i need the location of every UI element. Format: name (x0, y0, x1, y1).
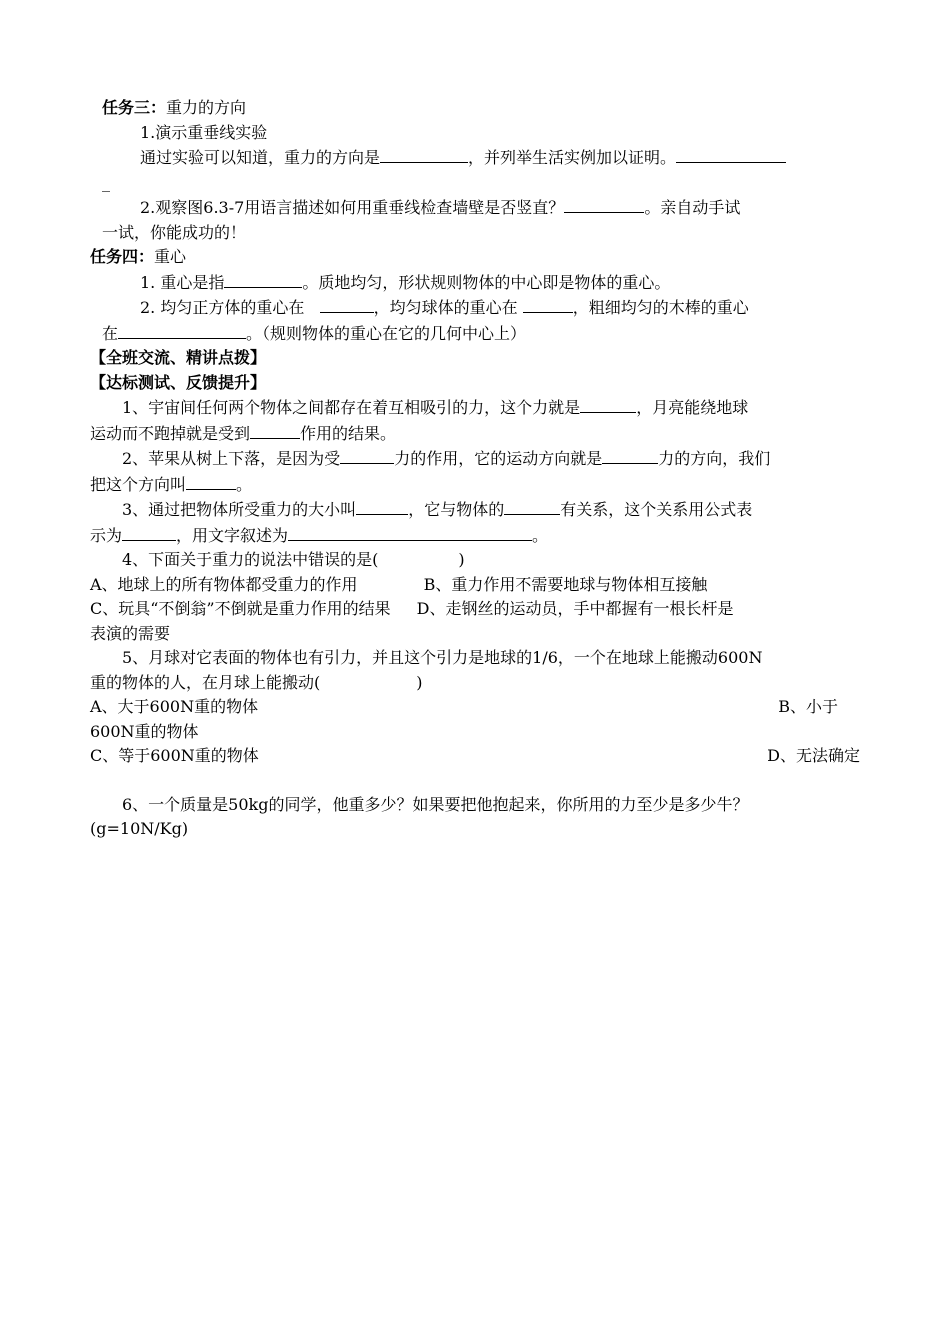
task3-item2 (90, 195, 860, 221)
text-fragment: 。 (236, 474, 253, 494)
answer-blank[interactable] (356, 497, 408, 515)
question-4-stem: 4、下面关于重力的说法中错误的是( ) (122, 550, 465, 569)
text-fragment: ，粗细均匀的木棒的重心 (572, 298, 749, 317)
text-fragment: 有关系，这个关系用公式表 (560, 500, 753, 519)
text-fragment: 。 (532, 525, 549, 545)
text-fragment: 力的作用，它的运动方向就是 (394, 449, 603, 468)
worksheet-page (90, 96, 860, 842)
option-c[interactable]: C、等于600N重的物体 (90, 746, 259, 765)
option-b[interactable]: B、小于 (778, 697, 838, 716)
section-test-heading: 【达标测试、反馈提升】 (90, 372, 267, 392)
question-2-cont (90, 472, 860, 498)
question-4-options-cd (90, 597, 860, 622)
option-d[interactable]: D、走钢丝的运动员，手中都握有一根长杆是 (416, 599, 734, 618)
text-fragment: 通过实验可以知道，重力的方向是 (140, 148, 381, 167)
task3-item1: 1.演示重垂线实验 (140, 122, 268, 142)
text-fragment: 2、苹果从树上下落，是因为受 (122, 449, 341, 468)
answer-blank[interactable] (602, 446, 658, 464)
task4-item2-cont (90, 321, 860, 347)
text-fragment: 3、通过把物体所受重力的大小叫 (122, 500, 357, 519)
option-a[interactable]: A、大于600N重的物体 (90, 697, 259, 716)
answer-blank[interactable] (580, 395, 636, 413)
answer-blank[interactable] (504, 497, 560, 515)
text-fragment: ，月亮能绕地球 (636, 398, 749, 417)
answer-blank[interactable] (288, 523, 532, 541)
question-5-options-ab (90, 695, 860, 720)
question-3-cont (90, 523, 860, 549)
answer-blank[interactable] (676, 145, 786, 163)
text-fragment: 。质地均匀，形状规则物体的中心即是物体的重心。 (302, 272, 671, 292)
task3-title: 重力的方向 (166, 98, 247, 117)
answer-blank[interactable] (122, 523, 176, 541)
task3-item1-text (90, 145, 860, 171)
text-fragment: ，均匀球体的重心在 (373, 298, 518, 317)
text-fragment: 在 (102, 323, 119, 343)
text-fragment: ，并列举生活实例加以证明。 (468, 148, 677, 167)
option-c[interactable]: C、玩具“不倒翁”不倒就是重力作用的结果 (90, 599, 391, 618)
text-fragment: 1、宇宙间任何两个物体之间都存在着互相吸引的力，这个力就是 (122, 398, 581, 417)
answer-blank[interactable] (224, 270, 302, 288)
option-a[interactable]: A、地球上的所有物体都受重力的作用 (90, 574, 358, 594)
task3-heading-line (90, 96, 860, 121)
text-fragment: ，用文字叙述为 (176, 525, 289, 545)
task4-item2 (90, 295, 860, 321)
text-fragment: 。亲自动手试 (644, 198, 741, 217)
question-5-stem: 5、月球对它表面的物体也有引力，并且这个引力是地球的1/6，一个在地球上能搬动600N (122, 648, 763, 667)
question-5-options-cd (90, 744, 860, 769)
option-d[interactable]: D、无法确定 (767, 746, 860, 765)
option-b[interactable]: B、重力作用不需要地球与物体相互接触 (423, 574, 708, 594)
question-2 (90, 446, 860, 472)
text-fragment: 把这个方向叫 (90, 474, 187, 494)
text-fragment: 运动而不跑掉就是受到 (90, 423, 251, 443)
text-fragment: 2.观察图6.3-7用语言描述如何用重垂线检查墙壁是否竖直？ (140, 198, 565, 217)
text-fragment: 示为 (90, 525, 123, 545)
text-fragment: 2. 均匀正方体的重心在 (140, 298, 305, 317)
answer-blank[interactable] (250, 421, 300, 439)
question-1 (90, 395, 860, 421)
spacer (90, 769, 860, 793)
text-fragment: 1. 重心是指 (140, 272, 225, 292)
question-3 (90, 497, 860, 523)
answer-blank[interactable] (564, 195, 644, 213)
text-fragment: 力的方向，我们 (658, 449, 771, 468)
answer-blank[interactable] (320, 295, 374, 313)
question-6: 6、一个质量是50kg的同学，他重多少？如果要把他抱起来，你所用的力至少是多少牛？ (122, 794, 749, 814)
question-6-cont: (g=10N/Kg) (90, 819, 189, 838)
option-d-cont: 表演的需要 (90, 623, 171, 643)
task4-heading-line (90, 245, 860, 270)
text-fragment: ，它与物体的 (408, 500, 505, 519)
task3-heading: 任务三： (102, 98, 167, 117)
question-4-options-ab (90, 573, 860, 598)
text-fragment: 作用的结果。 (300, 423, 397, 443)
task4-item1 (90, 270, 860, 296)
task4-heading: 任务四： (90, 247, 155, 266)
question-5-stem-cont: 重的物体的人，在月球上能搬动( ) (90, 672, 423, 692)
answer-blank[interactable] (186, 472, 236, 490)
task3-item2-cont: 一试，你能成功的！ (102, 222, 247, 242)
question-1-cont (90, 421, 860, 447)
task4-title: 重心 (154, 247, 187, 266)
answer-blank[interactable] (340, 446, 394, 464)
section-exchange-heading: 【全班交流、精讲点拨】 (90, 348, 267, 367)
answer-blank[interactable] (523, 295, 573, 313)
answer-blank[interactable] (380, 145, 468, 163)
text-fragment: 。（规则物体的重心在它的几何中心上） (246, 323, 527, 343)
task3-item1-tail: _ (102, 172, 110, 192)
answer-blank[interactable] (118, 321, 246, 339)
option-b-cont: 600N重的物体 (90, 721, 199, 741)
